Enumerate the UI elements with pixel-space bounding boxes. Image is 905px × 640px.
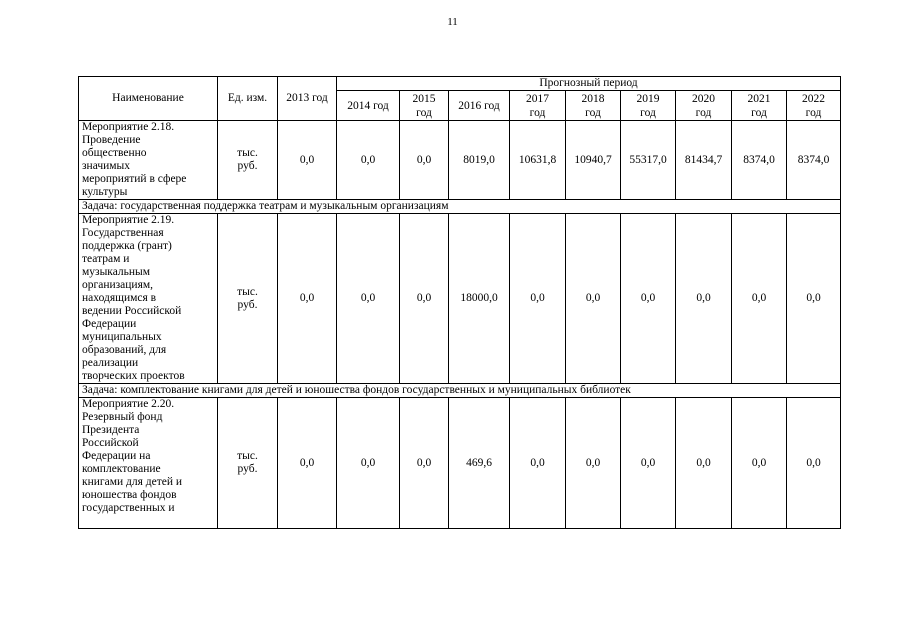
measure-name: Мероприятие 2.19. Государственная поддержка (грант) театрам и музыкальным организациям, находящимся в ведении Российской Федерации муниципальных образований, для реализации творческих проектов — [79, 214, 218, 384]
header-year: 2020 год — [676, 91, 732, 121]
task-row — [79, 384, 841, 398]
page-number: 11 — [447, 16, 458, 28]
value-cell: 0,0 — [400, 214, 449, 384]
value-cell: 0,0 — [400, 398, 449, 529]
value-cell: 0,0 — [787, 398, 841, 529]
value-cell: 81434,7 — [676, 121, 732, 200]
measure-name: Мероприятие 2.18. Проведение общественно значимых мероприятий в сфере культуры — [79, 121, 218, 200]
header-year: 2018 год — [566, 91, 621, 121]
value-cell: 0,0 — [732, 214, 787, 384]
table-row — [79, 398, 841, 529]
value-cell: 0,0 — [510, 214, 566, 384]
value-cell: 0,0 — [337, 398, 400, 529]
header-year: 2016 год — [449, 91, 510, 121]
header-name: Наименование — [79, 77, 218, 121]
value-cell: 8019,0 — [449, 121, 510, 200]
unit-cell: тыс. руб. — [218, 214, 278, 384]
value-cell: 469,6 — [449, 398, 510, 529]
header-year: 2022 год — [787, 91, 841, 121]
value-cell: 0,0 — [566, 398, 621, 529]
value-cell: 0,0 — [676, 398, 732, 529]
header-year: 2015 год — [400, 91, 449, 121]
value-cell: 0,0 — [400, 121, 449, 200]
value-cell: 0,0 — [337, 121, 400, 200]
table-row — [79, 214, 841, 384]
value-cell: 0,0 — [621, 398, 676, 529]
value-cell: 0,0 — [337, 214, 400, 384]
header-year: 2014 год — [337, 91, 400, 121]
value-cell: 0,0 — [787, 214, 841, 384]
measure-name: Мероприятие 2.20. Резервный фонд Президента Российской Федерации на комплектование книгами для детей и юношества фондов государственных и — [79, 398, 218, 529]
value-cell: 0,0 — [278, 121, 337, 200]
value-cell: 0,0 — [566, 214, 621, 384]
forecast-table — [78, 76, 841, 529]
header-2013: 2013 год — [278, 77, 337, 121]
value-cell: 0,0 — [621, 214, 676, 384]
value-cell: 0,0 — [676, 214, 732, 384]
value-cell: 8374,0 — [787, 121, 841, 200]
table-row — [79, 121, 841, 200]
value-cell: 18000,0 — [449, 214, 510, 384]
value-cell: 0,0 — [278, 214, 337, 384]
unit-cell: тыс. руб. — [218, 398, 278, 529]
value-cell: 55317,0 — [621, 121, 676, 200]
task-row — [79, 200, 841, 214]
value-cell: 0,0 — [732, 398, 787, 529]
value-cell: 8374,0 — [732, 121, 787, 200]
value-cell: 10940,7 — [566, 121, 621, 200]
task-label: Задача: комплектование книгами для детей и юношества фондов государственных и муниципальных библиотек — [79, 384, 841, 398]
header-year: 2019 год — [621, 91, 676, 121]
header-forecast-period: Прогнозный период — [337, 77, 841, 91]
value-cell: 0,0 — [278, 398, 337, 529]
value-cell: 10631,8 — [510, 121, 566, 200]
header-unit: Ед. изм. — [218, 77, 278, 121]
task-label: Задача: государственная поддержка театрам и музыкальным организациям — [79, 200, 841, 214]
value-cell: 0,0 — [510, 398, 566, 529]
header-year: 2021 год — [732, 91, 787, 121]
unit-cell: тыс. руб. — [218, 121, 278, 200]
header-year: 2017 год — [510, 91, 566, 121]
